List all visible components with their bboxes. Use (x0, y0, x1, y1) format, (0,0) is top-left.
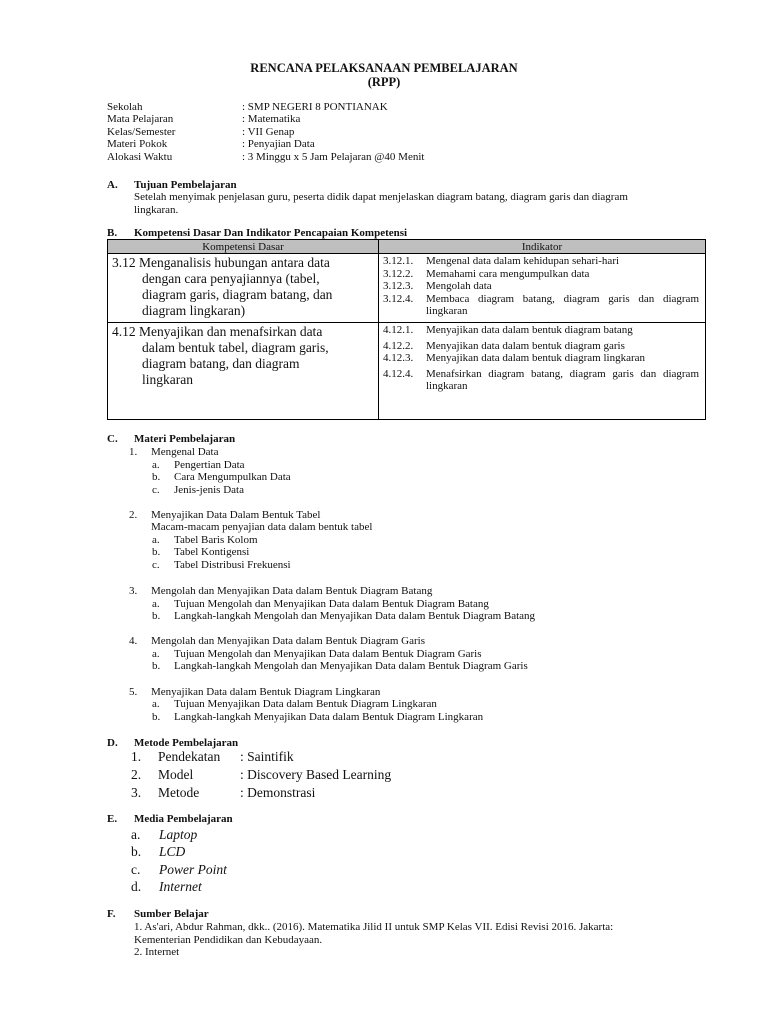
list-letter: b. (152, 471, 161, 483)
metode-item-1 (131, 748, 294, 765)
list-number: 1. (129, 446, 138, 458)
materi-subitem (152, 711, 483, 724)
metode-key: Pendekatan (158, 749, 221, 764)
kd-line: lingkaran (142, 372, 193, 387)
list-letter: a. (152, 459, 160, 471)
competency-row-2 (108, 323, 706, 420)
media-item-2 (131, 843, 185, 860)
header-indikator: Indikator (379, 240, 706, 254)
indicator-number: 4.12.4. (383, 367, 414, 380)
identity-row-mapel (107, 113, 424, 125)
competency-row-1 (108, 254, 706, 323)
list-text: Pengertian Data (174, 459, 245, 471)
list-letter: a. (131, 827, 141, 842)
document-subtitle: (RPP) (367, 75, 401, 89)
metode-value: : Demonstrasi (240, 785, 316, 800)
list-letter: b. (152, 711, 161, 723)
list-number: 3. (129, 585, 138, 597)
indicator-number: 3.12.2. (383, 267, 414, 280)
section-e-heading (107, 813, 233, 826)
indicator-cell-2 (379, 323, 706, 420)
media-text: Internet (159, 879, 202, 894)
identity-key: Alokasi Waktu (107, 150, 173, 163)
materi-subitem (152, 484, 244, 497)
indicator-text: Mengolah data (426, 280, 492, 293)
kd-line: diagram lingkaran) (142, 303, 246, 318)
identity-key: Kelas/Semester (107, 125, 176, 138)
identity-row-materi (107, 138, 424, 150)
kd-line: 4.12 Menyajikan dan menafsirkan data (112, 324, 323, 339)
list-text: Jenis-jenis Data (174, 484, 244, 496)
indicator-text: Menyajikan data dalam bentuk diagram batang (426, 324, 633, 336)
indicator-text: Membaca diagram batang, diagram garis dan diagram lingkaran (426, 292, 699, 318)
identity-value: : SMP NEGERI 8 PONTIANAK (242, 101, 388, 113)
section-b-heading (107, 227, 407, 240)
list-text: Tabel Distribusi Frekuensi (174, 559, 291, 571)
materi-subitem (152, 610, 535, 623)
list-text: Mengenal Data (151, 446, 219, 458)
materi-subitem (152, 534, 258, 547)
materi-item-2 (129, 509, 320, 522)
list-letter: b. (152, 610, 161, 622)
indicator-item (379, 323, 705, 337)
list-number: 3. (131, 785, 142, 800)
indicator-text: Mengenal data dalam kehidupan sehari-hari (426, 255, 620, 267)
indicator-cell-1 (379, 254, 706, 323)
list-letter: a. (152, 648, 160, 660)
document-title: RENCANA PELAKSANAAN PEMBELAJARAN (250, 61, 518, 75)
section-a-line1: Setelah menyimak penjelasan guru, peserta didik dapat menjelaskan diagram batang, diagram garis dan diagram (134, 191, 628, 203)
indicator-item (379, 254, 705, 268)
list-text: Langkah-langkah Mengolah dan Menyajikan Data dalam Bentuk Diagram Batang (174, 610, 536, 622)
list-text: Menyajikan Data dalam Bentuk Diagram Lingkaran (151, 686, 381, 698)
section-c-heading (107, 433, 235, 446)
materi-subitem (152, 598, 489, 611)
indicator-item (379, 268, 705, 281)
identity-key: Materi Pokok (107, 138, 168, 151)
identity-key: Mata Pelajaran (107, 113, 174, 126)
identity-value: : 3 Minggu x 5 Jam Pelajaran @40 Menit (242, 150, 425, 163)
list-text: Cara Mengumpulkan Data (174, 471, 291, 483)
list-letter: c. (131, 862, 141, 877)
list-text: Tabel Baris Kolom (174, 534, 258, 546)
list-letter: c. (152, 484, 160, 496)
identity-key: Sekolah (107, 101, 143, 113)
metode-item-2 (131, 766, 391, 783)
list-text: Mengolah dan Menyajikan Data dalam Bentuk Diagram Batang (151, 585, 433, 597)
indicator-text: Menyajikan data dalam bentuk diagram garis (426, 339, 625, 352)
sumber-line-1: 1. As'ari, Abdur Rahman, dkk.. (2016). Matematika Jilid II untuk SMP Kelas VII. Edisi Revisi 2016. Jakarta: (134, 921, 614, 933)
metode-value: : Discovery Based Learning (240, 767, 392, 782)
list-text: Mengolah dan Menyajikan Data dalam Bentuk Diagram Garis (151, 635, 426, 647)
section-title: Media Pembelajaran (134, 813, 233, 825)
media-item-1 (131, 826, 197, 843)
indicator-number: 3.12.4. (383, 292, 414, 305)
section-title: Sumber Belajar (134, 908, 209, 920)
kd-line: diagram batang, dan diagram (142, 356, 300, 371)
list-text: Langkah-langkah Mengolah dan Menyajikan Data dalam Bentuk Diagram Garis (174, 660, 528, 672)
kd-cell-2 (108, 323, 379, 420)
materi-item-5 (129, 686, 380, 699)
indicator-number: 3.12.1. (383, 255, 414, 267)
competency-table (107, 239, 706, 420)
list-text: Tujuan Mengolah dan Menyajikan Data dalam Bentuk Diagram Batang (174, 598, 489, 610)
header-kompetensi-dasar: Kompetensi Dasar (108, 240, 379, 254)
list-text: Tujuan Menyajikan Data dalam Bentuk Diagram Lingkaran (174, 698, 437, 710)
identity-table (107, 101, 424, 163)
indicator-item (379, 293, 705, 318)
section-a-heading (107, 179, 237, 192)
media-text: Power Point (159, 862, 227, 877)
section-letter: B. (107, 227, 118, 239)
indicator-number: 4.12.2. (383, 339, 414, 352)
list-number: 1. (131, 749, 142, 764)
section-title: Materi Pembelajaran (134, 433, 236, 445)
materi-item-2-desc: Macam-macam penyajian data dalam bentuk tabel (151, 521, 373, 533)
section-f-heading (107, 908, 209, 921)
competency-header-row (108, 240, 706, 254)
media-item-4 (131, 878, 202, 895)
materi-subitem (152, 660, 528, 673)
metode-value: : Saintifik (240, 749, 294, 764)
kd-line: 3.12 Menganalisis hubungan antara data (112, 255, 330, 270)
indicator-item (379, 352, 705, 365)
sumber-line-3: 2. Internet (134, 946, 180, 958)
list-letter: c. (152, 559, 160, 571)
indicator-number: 4.12.1. (383, 324, 414, 336)
indicator-text: Menafsirkan diagram batang, diagram garis dan diagram lingkaran (426, 367, 699, 393)
identity-row-kelas (107, 126, 424, 138)
section-title: Metode Pembelajaran (134, 737, 239, 749)
materi-subitem (152, 559, 291, 572)
list-letter: d. (131, 879, 142, 894)
materi-subitem (152, 698, 437, 711)
materi-subitem (152, 648, 482, 661)
materi-item-3 (129, 585, 432, 598)
list-letter: a. (152, 698, 160, 710)
list-letter: a. (152, 598, 160, 610)
indicator-item (379, 280, 705, 293)
list-letter: b. (131, 844, 142, 859)
section-letter: C. (107, 433, 118, 445)
identity-row-sekolah (107, 101, 424, 113)
indicator-number: 3.12.3. (383, 280, 414, 293)
media-text: Laptop (159, 827, 198, 842)
indicator-item (379, 368, 705, 393)
materi-item-1 (129, 446, 219, 459)
indicator-number: 4.12.3. (383, 352, 414, 365)
section-letter: D. (107, 737, 118, 749)
list-text: Menyajikan Data Dalam Bentuk Tabel (151, 509, 321, 521)
list-number: 4. (129, 635, 138, 647)
section-a-line2: lingkaran. (134, 204, 179, 216)
metode-key: Model (158, 767, 194, 782)
section-title: Tujuan Pembelajaran (134, 179, 237, 191)
indicator-text: Menyajikan data dalam bentuk diagram lingkaran (426, 352, 646, 365)
kd-line: dengan cara penyajiannya (tabel, (142, 271, 320, 286)
kd-line: diagram garis, diagram batang, dan (142, 287, 333, 302)
list-text: Langkah-langkah Menyajikan Data dalam Bentuk Diagram Lingkaran (174, 711, 484, 723)
indicator-text: Memahami cara mengumpulkan data (426, 267, 590, 280)
materi-item-4 (129, 635, 425, 648)
section-letter: A. (107, 179, 118, 191)
list-letter: a. (152, 534, 160, 546)
indicator-item (379, 340, 705, 353)
kd-cell-1 (108, 254, 379, 323)
materi-subitem (152, 546, 249, 559)
metode-key: Metode (158, 785, 200, 800)
identity-value: : Penyajian Data (242, 138, 315, 151)
materi-subitem (152, 471, 291, 484)
sumber-line-2: Kementerian Pendidikan dan Kebudayaan. (134, 934, 323, 946)
metode-item-3 (131, 784, 315, 801)
media-item-3 (131, 861, 227, 878)
section-title: Kompetensi Dasar Dan Indikator Pencapaian Kompetensi (134, 227, 408, 239)
identity-value: : VII Genap (242, 125, 295, 138)
list-number: 2. (131, 767, 142, 782)
list-letter: b. (152, 660, 161, 672)
media-text: LCD (159, 844, 186, 859)
list-text: Tabel Kontigensi (174, 546, 250, 558)
list-text: Tujuan Mengolah dan Menyajikan Data dalam Bentuk Diagram Garis (174, 648, 482, 660)
section-letter: E. (107, 813, 118, 825)
materi-subitem (152, 459, 245, 472)
list-letter: b. (152, 546, 161, 558)
list-number: 2. (129, 509, 138, 521)
identity-value: : Matematika (242, 113, 301, 126)
kd-line: dalam bentuk tabel, diagram garis, (142, 340, 329, 355)
list-number: 5. (129, 686, 138, 698)
identity-row-alokasi (107, 151, 424, 163)
section-letter: F. (107, 908, 116, 920)
